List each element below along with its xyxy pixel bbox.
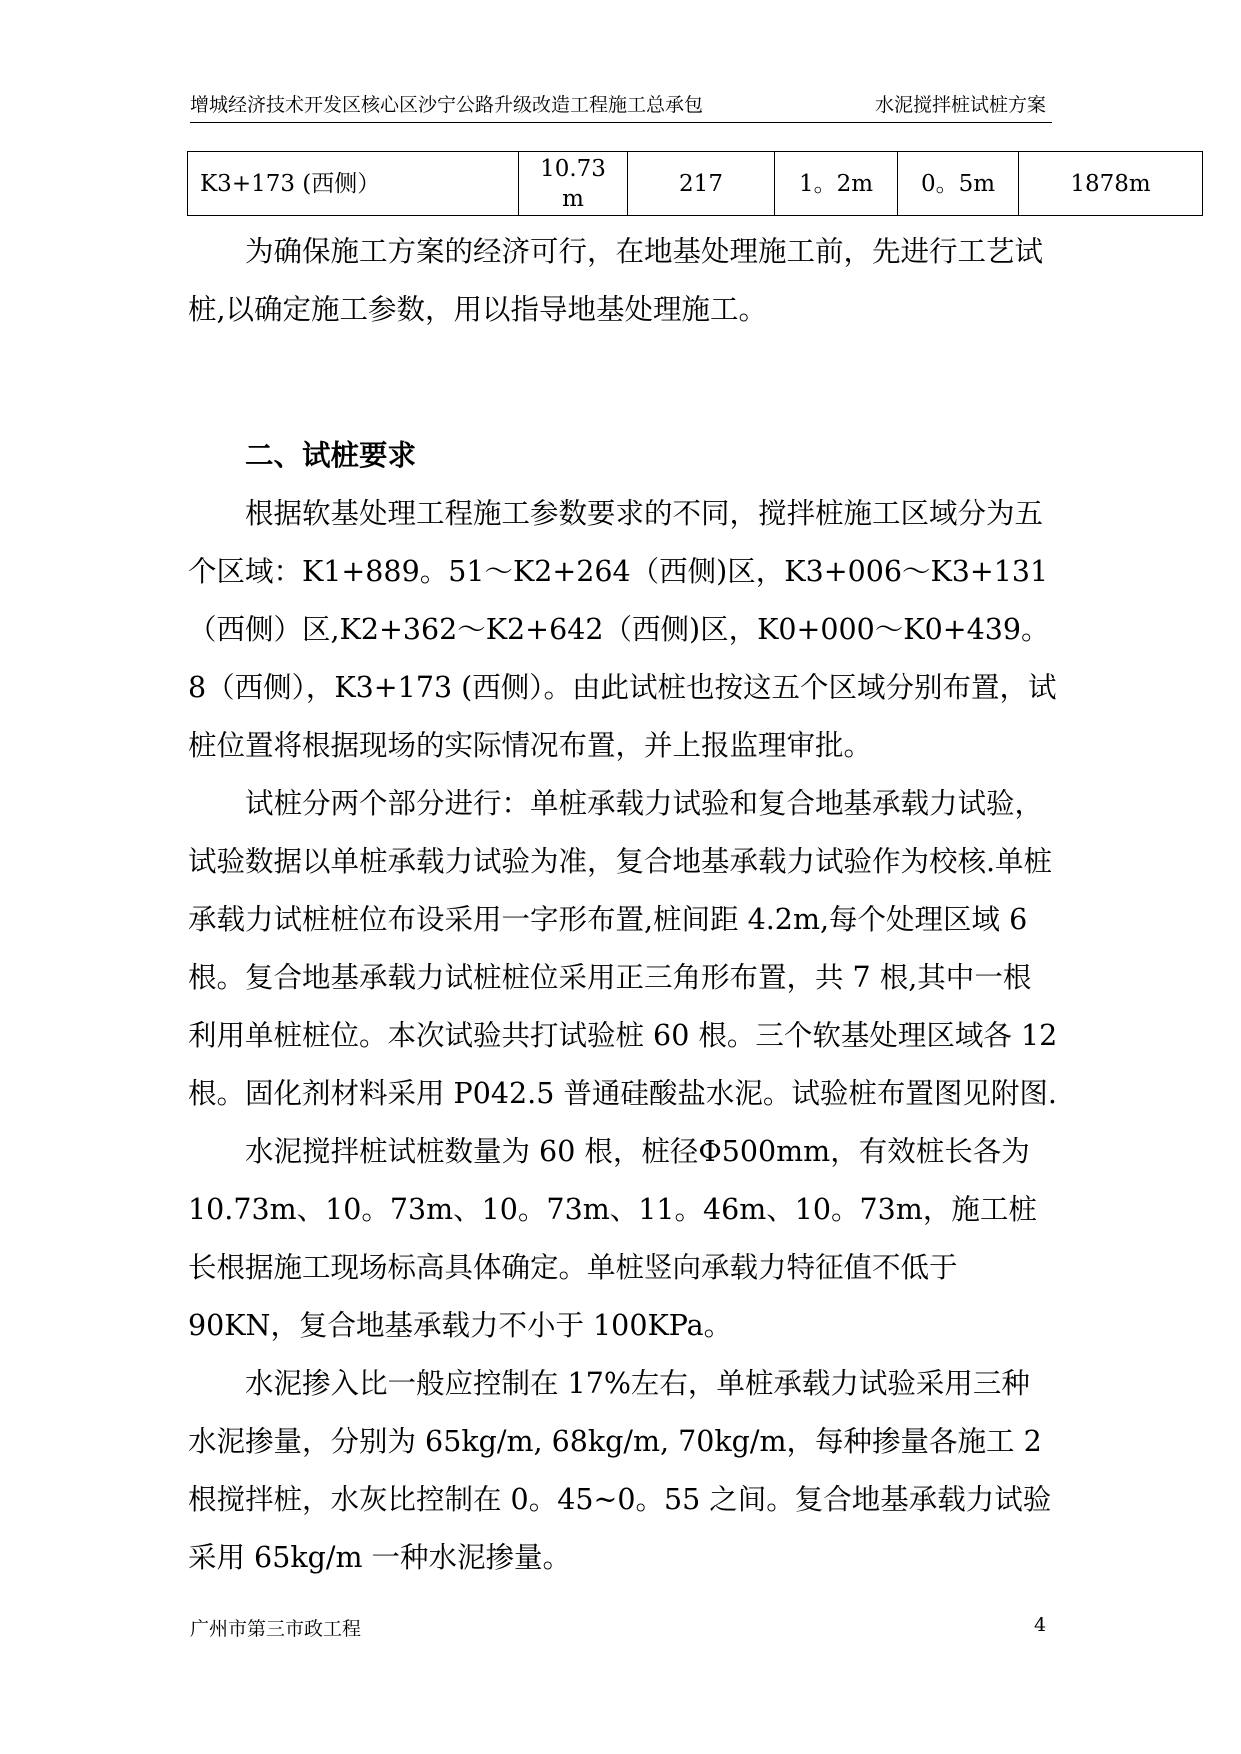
cell-location: K3+173 (西侧） — [188, 152, 519, 216]
paragraph-test-parts: 试桩分两个部分进行：单桩承载力试验和复合地基承载力试验，试验数据以单桩承载力试验为准，复合地基承载力试验作为校核.单桩承载力试桩桩位布设采用一字形布置,桩间距 4.2m,每个处理区域 6 根。复合地基承载力试桩桩位采用正三角形布置，共 7 根,其中一根利用单桩桩位。本次试验共打试验桩 60 根。三个软基处理区域各 12 根。固化剂材料采用 P042.5 普通硅酸盐水泥。试验桩布置图见附图. — [188, 787, 1058, 1110]
pile-data-table — [187, 151, 1203, 216]
cell-total: 1878m — [1019, 152, 1203, 216]
section-heading: 二、试桩要求 — [245, 439, 417, 472]
paragraph-cement-ratio: 水泥掺入比一般应控制在 17%左右，单桩承载力试验采用三种水泥掺量，分别为 65kg/m, 68kg/m, 70kg/m，每种掺量各施工 2 根搅拌桩，水灰比控制在 0。45~0。55 之间。复合地基承载力试验采用 65kg/m 一种水泥掺量。 — [188, 1367, 1052, 1574]
table-row — [188, 152, 1203, 216]
cell-count: 217 — [628, 152, 775, 216]
page-header — [190, 90, 1052, 120]
header-document-title: 水泥搅拌桩试桩方案 — [874, 94, 1046, 116]
section-spacer — [188, 339, 1058, 427]
page-number: 4 — [1034, 1614, 1047, 1636]
cell-length-value: 10.73 — [540, 155, 606, 182]
header-divider — [190, 122, 1052, 123]
cell-length-unit: m — [562, 185, 584, 212]
body-content — [188, 223, 1058, 1587]
footer-company: 广州市第三市政工程 — [190, 1618, 362, 1640]
intro-paragraph: 为确保施工方案的经济可行，在地基处理施工前，先进行工艺试桩,以确定施工参数，用以指导地基处理施工。 — [188, 235, 1044, 326]
cell-spacing: 1。2m — [775, 152, 898, 216]
cell-length — [519, 152, 628, 216]
cell-diameter: 0。5m — [898, 152, 1019, 216]
paragraph-pile-specs: 水泥搅拌桩试桩数量为 60 根，桩径Φ500mm，有效桩长各为 10.73m、10。73m、10。73m、11。46m、10。73m，施工桩长根据施工现场标高具体确定。单桩竖向承载力特征值不低于 90KN，复合地基承载力不小于 100KPa。 — [188, 1135, 1037, 1342]
header-project-title: 增城经济技术开发区核心区沙宁公路升级改造工程施工总承包 — [190, 94, 704, 116]
paragraph-zones: 根据软基处理工程施工参数要求的不同，搅拌桩施工区域分为五个区域：K1+889。51～K2+264（西侧)区，K3+006～K3+131（西侧）区,K2+362～K2+642（西侧)区，K0+000～K0+439。8（西侧），K3+173 (西侧）。由此试桩也按这五个区域分别布置，试桩位置将根据现场的实际情况布置，并上报监理审批。 — [188, 497, 1057, 762]
